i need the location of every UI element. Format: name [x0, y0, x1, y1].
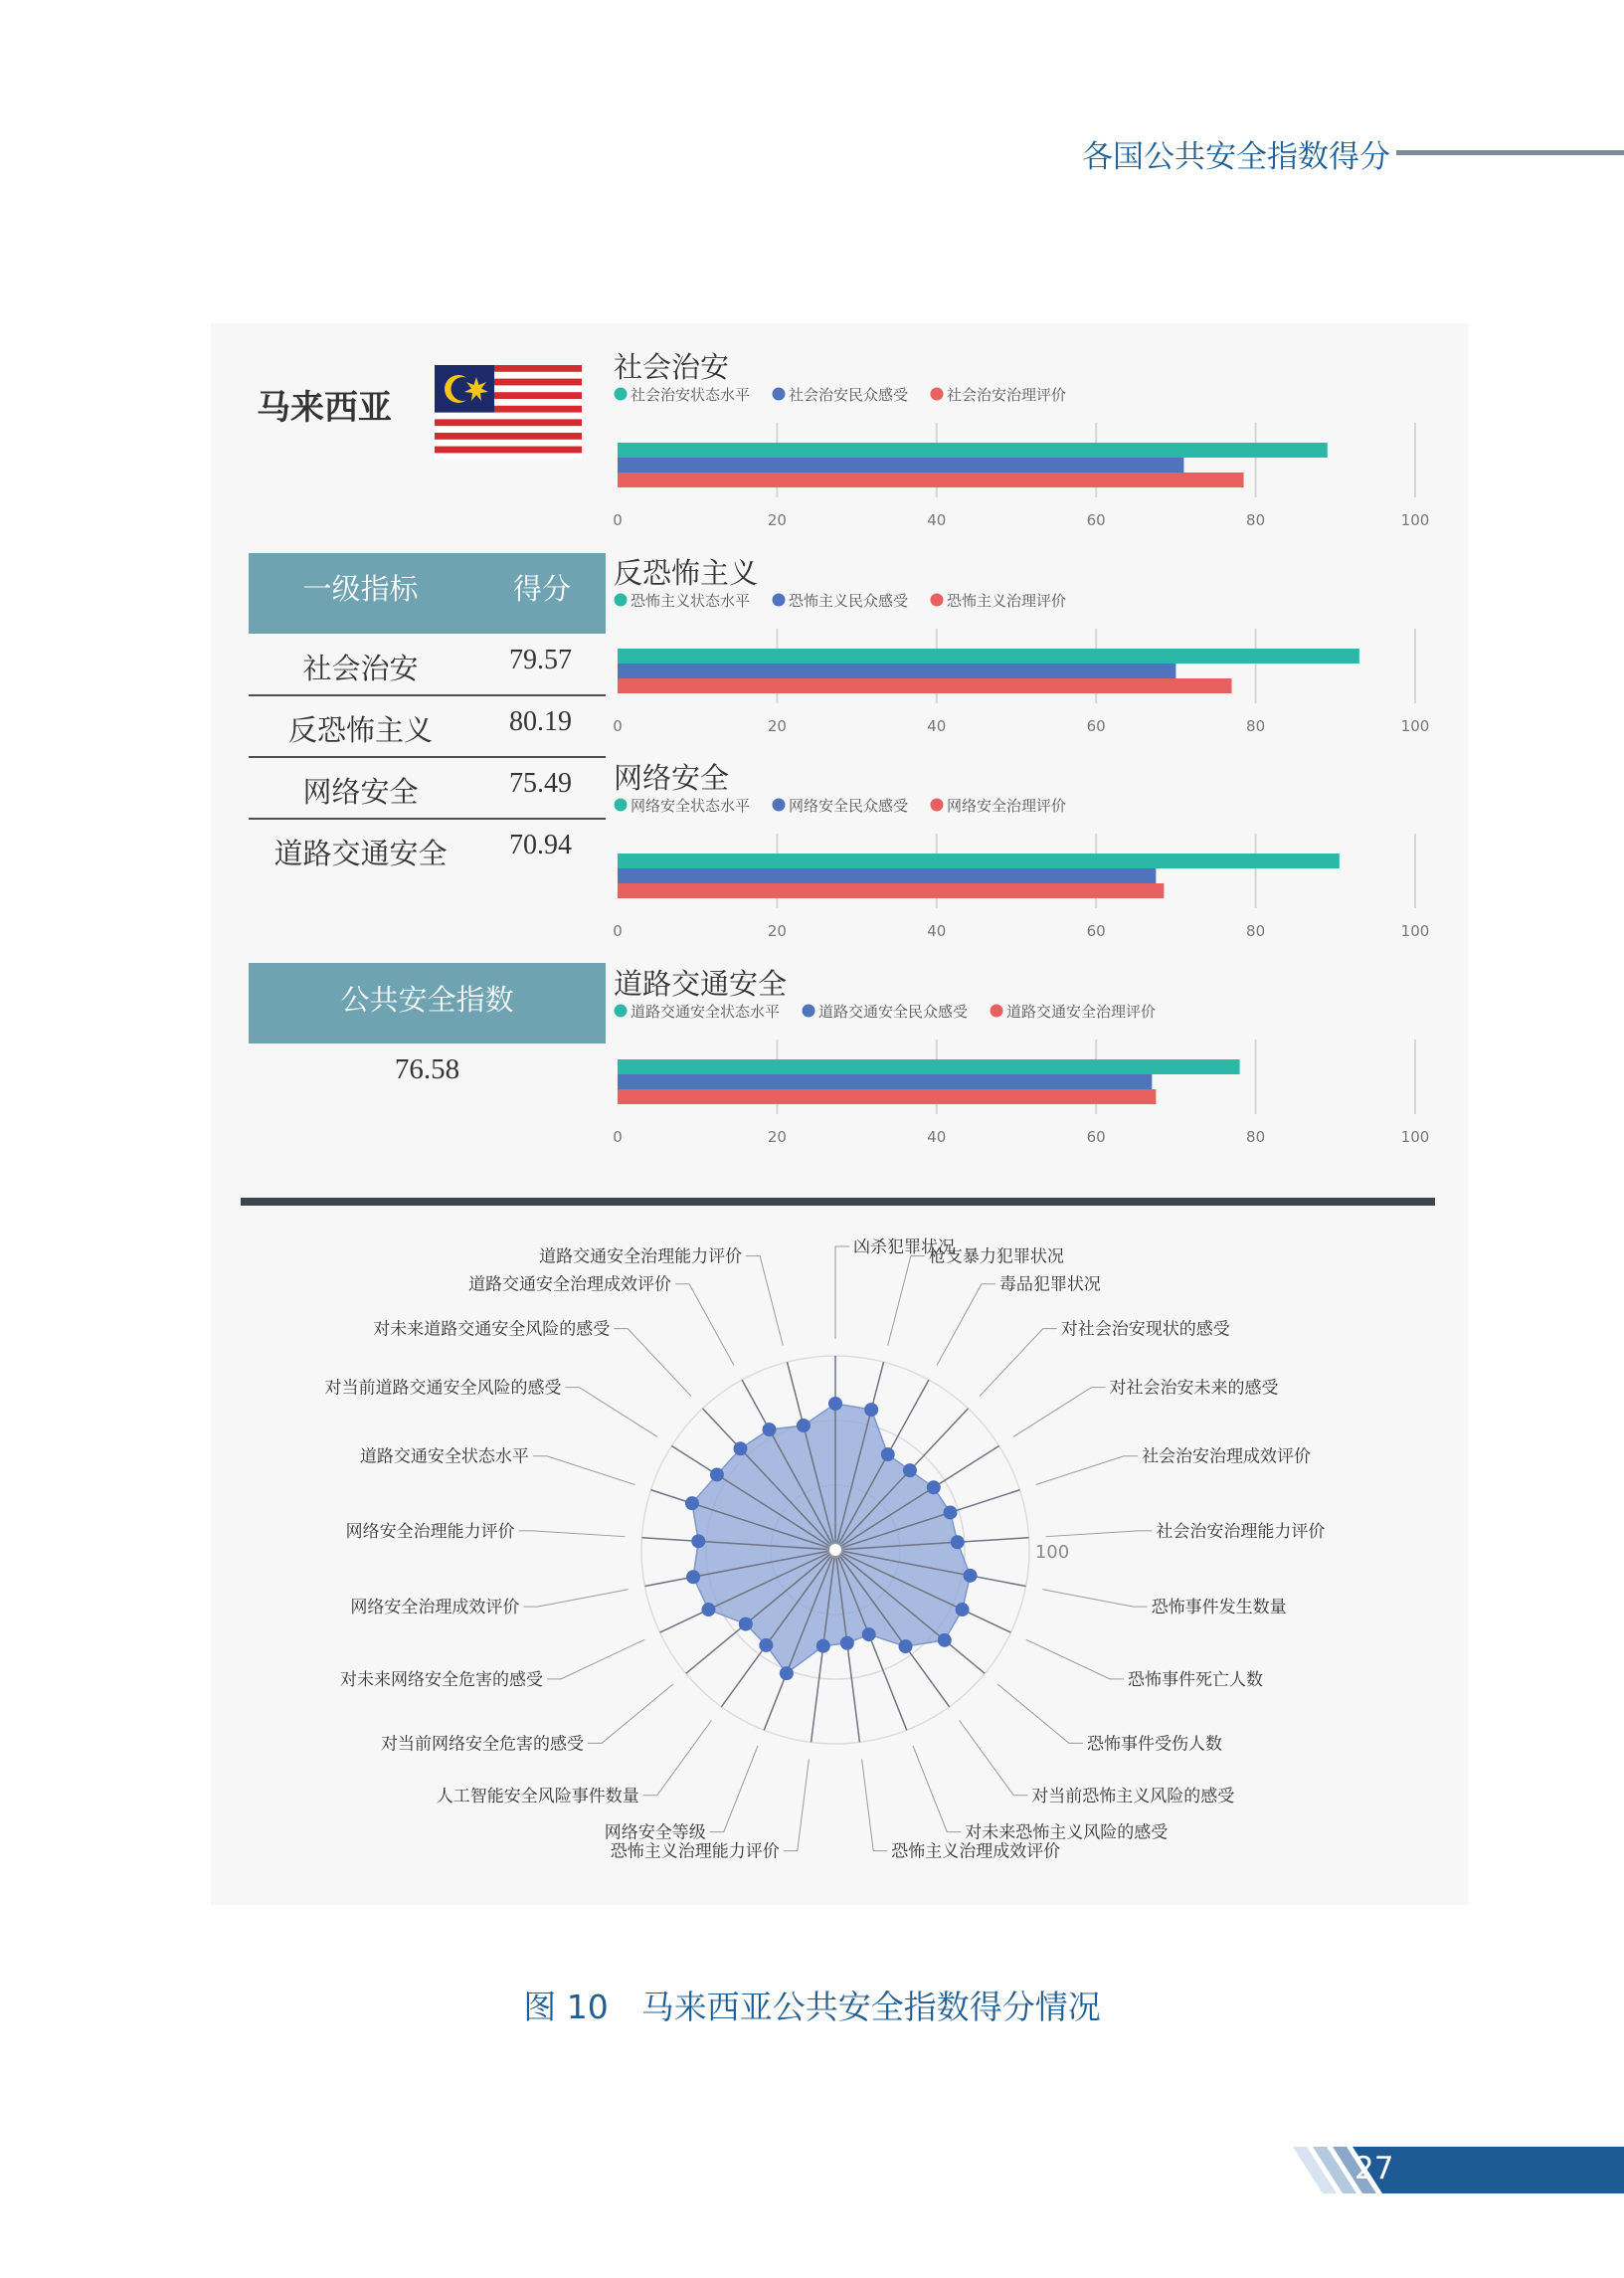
tick-label: 60	[1086, 717, 1106, 735]
radar-axis-label: 恐怖事件受伤人数	[1087, 1734, 1223, 1755]
radar-axis-label: 道路交通安全状态水平	[359, 1446, 529, 1467]
radar-axis-label: 对当前恐怖主义风险的感受	[1031, 1786, 1235, 1806]
radar-leader-line	[1046, 1531, 1153, 1537]
legend-label: 社会治安民众感受	[789, 386, 909, 404]
radar-point	[881, 1447, 895, 1461]
radar-point	[797, 1419, 811, 1432]
radar-leader-line	[614, 1329, 691, 1397]
legend-marker	[773, 388, 786, 401]
radar-point	[927, 1480, 941, 1494]
radar-axis-label: 对社会治安未来的感受	[1109, 1378, 1279, 1399]
radar-leader-line	[565, 1388, 657, 1437]
radar-axis-label: 道路交通安全治理成效评价	[468, 1274, 672, 1295]
tick-label: 60	[1086, 511, 1106, 529]
legend-label: 恐怖主义民众感受	[789, 592, 909, 610]
radar-leader-line	[1036, 1456, 1138, 1485]
tick-label: 100	[1400, 511, 1430, 529]
radar-point	[828, 1397, 842, 1411]
radar-point	[701, 1603, 715, 1616]
page-number: 27	[1354, 2151, 1394, 2186]
bar	[618, 678, 1232, 693]
radar-axis-label: 网络安全等级	[604, 1822, 706, 1843]
tick-label: 40	[927, 511, 947, 529]
radar-leader-line	[835, 1246, 849, 1339]
legend-label: 道路交通安全民众感受	[818, 1003, 969, 1021]
radar-axis-label: 社会治安治理成效评价	[1142, 1446, 1312, 1467]
radar-point	[686, 1570, 700, 1584]
legend-label: 恐怖主义状态水平	[631, 592, 751, 610]
index-label: 公共安全指数	[340, 983, 514, 1017]
radar-axis-label: 恐怖主义治理成效评价	[891, 1841, 1061, 1862]
bar	[618, 649, 1359, 664]
table-row-score: 70.94	[509, 830, 572, 860]
radar-leader-line	[519, 1531, 626, 1537]
radar-point	[938, 1633, 952, 1647]
radar-point	[734, 1441, 748, 1455]
bar	[618, 1059, 1240, 1074]
radar-point	[763, 1423, 777, 1436]
legend-label: 社会治安状态水平	[631, 386, 751, 404]
radar-leader-line	[784, 1759, 810, 1850]
radar-leader-line	[997, 1684, 1083, 1743]
legend-label: 网络安全治理评价	[947, 797, 1067, 815]
radar-area	[692, 1404, 971, 1673]
radar-leader-line	[533, 1456, 634, 1485]
tick-label: 40	[927, 1128, 947, 1146]
legend-marker	[931, 388, 944, 401]
bar	[618, 883, 1164, 898]
radar-point	[840, 1636, 854, 1650]
index-value: 76.58	[394, 1053, 460, 1085]
bar	[618, 664, 1175, 678]
radar-axis-label: 社会治安治理能力评价	[1156, 1521, 1326, 1542]
radar-axis-label: 对未来道路交通安全风险的感受	[373, 1319, 611, 1340]
radar-leader-line	[588, 1684, 673, 1743]
bar	[618, 443, 1328, 458]
radar-leader-line	[523, 1590, 628, 1607]
legend-label: 网络安全民众感受	[789, 797, 909, 815]
tick-label: 20	[767, 1128, 787, 1146]
tick-label: 0	[613, 1128, 623, 1146]
legend-label: 道路交通安全状态水平	[631, 1003, 781, 1021]
radar-leader-line	[888, 1256, 925, 1346]
radar-axis-label: 恐怖事件死亡人数	[1127, 1669, 1263, 1690]
legend-marker	[615, 388, 628, 401]
legend-label: 道路交通安全治理评价	[1006, 1003, 1157, 1021]
radar-leader-line	[710, 1746, 758, 1831]
legend-marker	[931, 799, 944, 812]
tick-label: 0	[613, 717, 623, 735]
radar-leader-line	[643, 1721, 712, 1796]
bar-chart-title: 反恐怖主义	[614, 556, 759, 590]
radar-axis-label: 毒品犯罪状况	[998, 1274, 1101, 1295]
radar-point	[759, 1638, 773, 1652]
radar-leader-line	[547, 1639, 644, 1679]
tick-label: 20	[767, 717, 787, 735]
radar-leader-line	[746, 1256, 783, 1346]
bar	[618, 1089, 1156, 1104]
radar-point	[862, 1627, 876, 1641]
legend-marker	[615, 799, 628, 812]
table-row-name: 网络安全	[302, 775, 419, 809]
tick-label: 20	[767, 922, 787, 940]
legend-label: 社会治安治理评价	[947, 386, 1067, 404]
header-title: 各国公共安全指数得分	[1082, 139, 1390, 175]
radar-leader-line	[980, 1329, 1057, 1397]
radar-point	[739, 1617, 753, 1631]
tick-label: 20	[767, 511, 787, 529]
bar-chart-title: 道路交通安全	[614, 967, 788, 1001]
radar-point	[685, 1496, 699, 1510]
tick-label: 60	[1086, 922, 1106, 940]
legend-label: 恐怖主义治理评价	[947, 592, 1067, 610]
tick-label: 80	[1246, 511, 1266, 529]
radar-axis-label: 枪支暴力犯罪状况	[928, 1246, 1064, 1267]
radar-point	[951, 1535, 965, 1549]
table-row-score: 80.19	[509, 706, 572, 737]
radar-axis-label: 对未来网络安全危害的感受	[340, 1669, 544, 1690]
tick-label: 80	[1246, 717, 1266, 735]
legend-marker	[931, 594, 944, 607]
radar-point	[816, 1639, 830, 1653]
radar-axis-label: 网络安全治理成效评价	[350, 1598, 520, 1618]
radar-leader-line	[1026, 1639, 1124, 1679]
bar	[618, 1074, 1152, 1089]
tick-label: 80	[1246, 1128, 1266, 1146]
radar-point	[964, 1569, 978, 1583]
radar-axis-label: 人工智能安全风险事件数量	[436, 1786, 639, 1806]
table-row-score: 79.57	[509, 645, 572, 675]
tick-label: 40	[927, 922, 947, 940]
radar-leader-line	[1042, 1590, 1147, 1607]
radar-axis-label: 对未来恐怖主义风险的感受	[965, 1822, 1169, 1843]
figure-caption: 图 10 马来西亚公共安全指数得分情况	[523, 1988, 1101, 2026]
tick-label: 40	[927, 717, 947, 735]
radar-axis-label: 道路交通安全治理能力评价	[539, 1246, 743, 1267]
radar-point	[710, 1467, 724, 1481]
radar-leader-line	[675, 1284, 734, 1365]
radar-axis-label: 恐怖事件发生数量	[1151, 1598, 1287, 1618]
legend-marker	[773, 799, 786, 812]
tick-label: 100	[1400, 717, 1430, 735]
radar-point	[956, 1603, 970, 1616]
radar-point	[864, 1403, 878, 1417]
tick-label: 60	[1086, 1128, 1106, 1146]
section-divider	[241, 1198, 1435, 1206]
radar-point	[780, 1666, 794, 1680]
radar-axis-label: 网络安全治理能力评价	[345, 1521, 515, 1542]
radar-ring-label: 100	[1034, 1542, 1070, 1563]
table-col-indicator: 一级指标	[302, 572, 419, 606]
bar	[618, 854, 1340, 868]
legend-label: 网络安全状态水平	[631, 797, 751, 815]
country-name: 马来西亚	[257, 388, 392, 428]
radar-point	[944, 1505, 958, 1519]
bar	[618, 458, 1183, 473]
legend-marker	[803, 1005, 815, 1018]
radar-leader-line	[862, 1759, 888, 1850]
legend-marker	[615, 594, 628, 607]
bar-chart-title: 网络安全	[614, 761, 730, 795]
table-row-score: 75.49	[509, 768, 572, 799]
tick-label: 100	[1400, 1128, 1430, 1146]
radar-center	[828, 1543, 842, 1557]
tick-label: 0	[613, 922, 623, 940]
legend-marker	[991, 1005, 1003, 1018]
bar	[618, 473, 1244, 487]
radar-leader-line	[937, 1284, 995, 1365]
radar-point	[899, 1639, 913, 1653]
radar-leader-line	[913, 1746, 961, 1831]
tick-label: 100	[1400, 922, 1430, 940]
radar-axis-label: 凶杀犯罪状况	[853, 1237, 955, 1257]
table-row-name: 反恐怖主义	[287, 713, 433, 747]
radar-point	[691, 1534, 705, 1548]
legend-marker	[615, 1005, 628, 1018]
radar-point	[903, 1463, 917, 1477]
bar	[618, 868, 1156, 883]
table-col-score: 得分	[512, 572, 571, 606]
bar-chart-title: 社会治安	[614, 350, 730, 384]
legend-marker	[773, 594, 786, 607]
radar-axis-label: 恐怖主义治理能力评价	[610, 1841, 780, 1862]
radar-axis-label: 对当前道路交通安全风险的感受	[324, 1378, 562, 1399]
table-row-name: 社会治安	[302, 652, 419, 685]
radar-leader-line	[960, 1721, 1028, 1796]
table-row-name: 道路交通安全	[273, 837, 448, 870]
radar-axis-label: 对社会治安现状的感受	[1060, 1319, 1230, 1340]
page-number-banner	[1293, 2147, 1624, 2193]
tick-label: 0	[613, 511, 623, 529]
radar-axis-label: 对当前网络安全危害的感受	[380, 1734, 584, 1755]
tick-label: 80	[1246, 922, 1266, 940]
radar-leader-line	[1013, 1388, 1106, 1437]
